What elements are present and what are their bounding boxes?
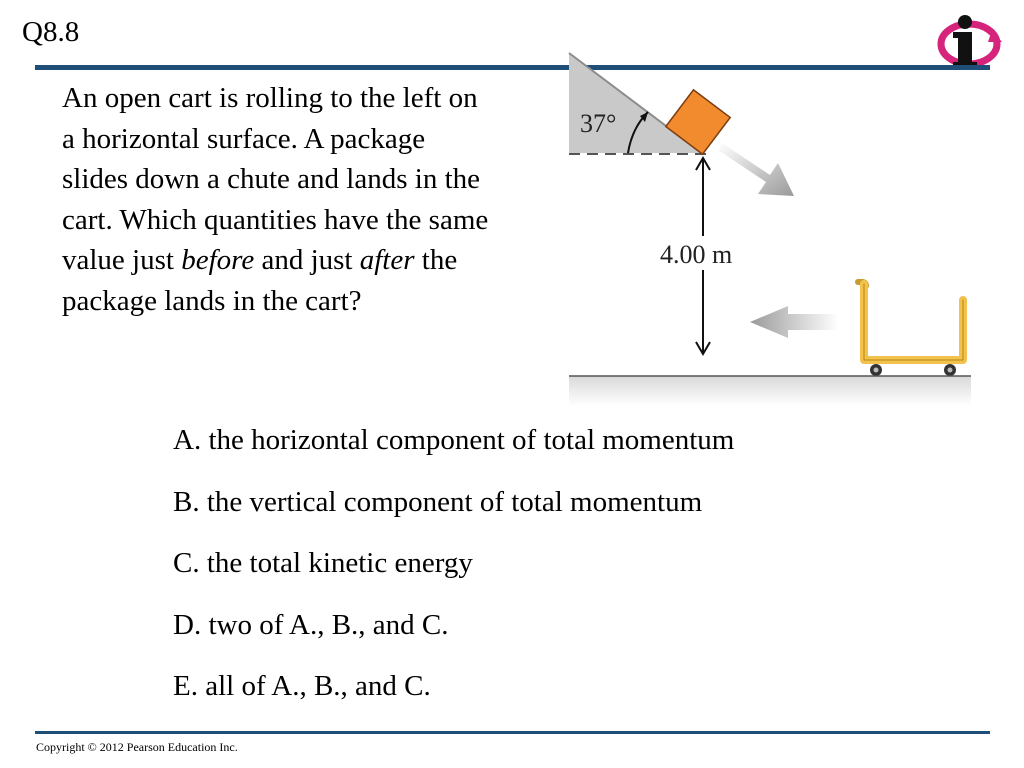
question-part-2: and just [254, 244, 360, 276]
answer-a[interactable]: A. the horizontal component of total momentum [173, 424, 735, 456]
cart-velocity-arrow [750, 306, 838, 338]
package-velocity-arrow [718, 143, 794, 196]
height-label: 4.00 m [660, 240, 733, 269]
floor [569, 376, 971, 406]
copyright-notice: Copyright © 2012 Pearson Education Inc. [36, 740, 238, 754]
footer-divider [35, 731, 990, 734]
answer-e[interactable]: E. all of A., B., and C. [173, 670, 431, 702]
cart [858, 282, 963, 376]
angle-label: 37° [580, 109, 617, 138]
answer-d[interactable]: D. two of A., B., and C. [173, 608, 449, 641]
emphasis-before: before [181, 244, 255, 276]
answer-c[interactable]: C. the total kinetic energy [173, 547, 473, 579]
slide-number: Q8.8 [22, 16, 80, 48]
physics-figure [566, 50, 972, 410]
question-part-1: An open cart is rolling to the left on a horizontal surface. A package slides down a chute and lands in the cart. Which quantities have the same value just [62, 82, 489, 276]
emphasis-after: after [359, 244, 415, 276]
question-text [62, 78, 492, 321]
answer-list [173, 420, 734, 728]
answer-b[interactable]: B. the vertical component of total momentum [173, 485, 703, 518]
question-part-3: the package lands in the cart? [62, 244, 458, 317]
